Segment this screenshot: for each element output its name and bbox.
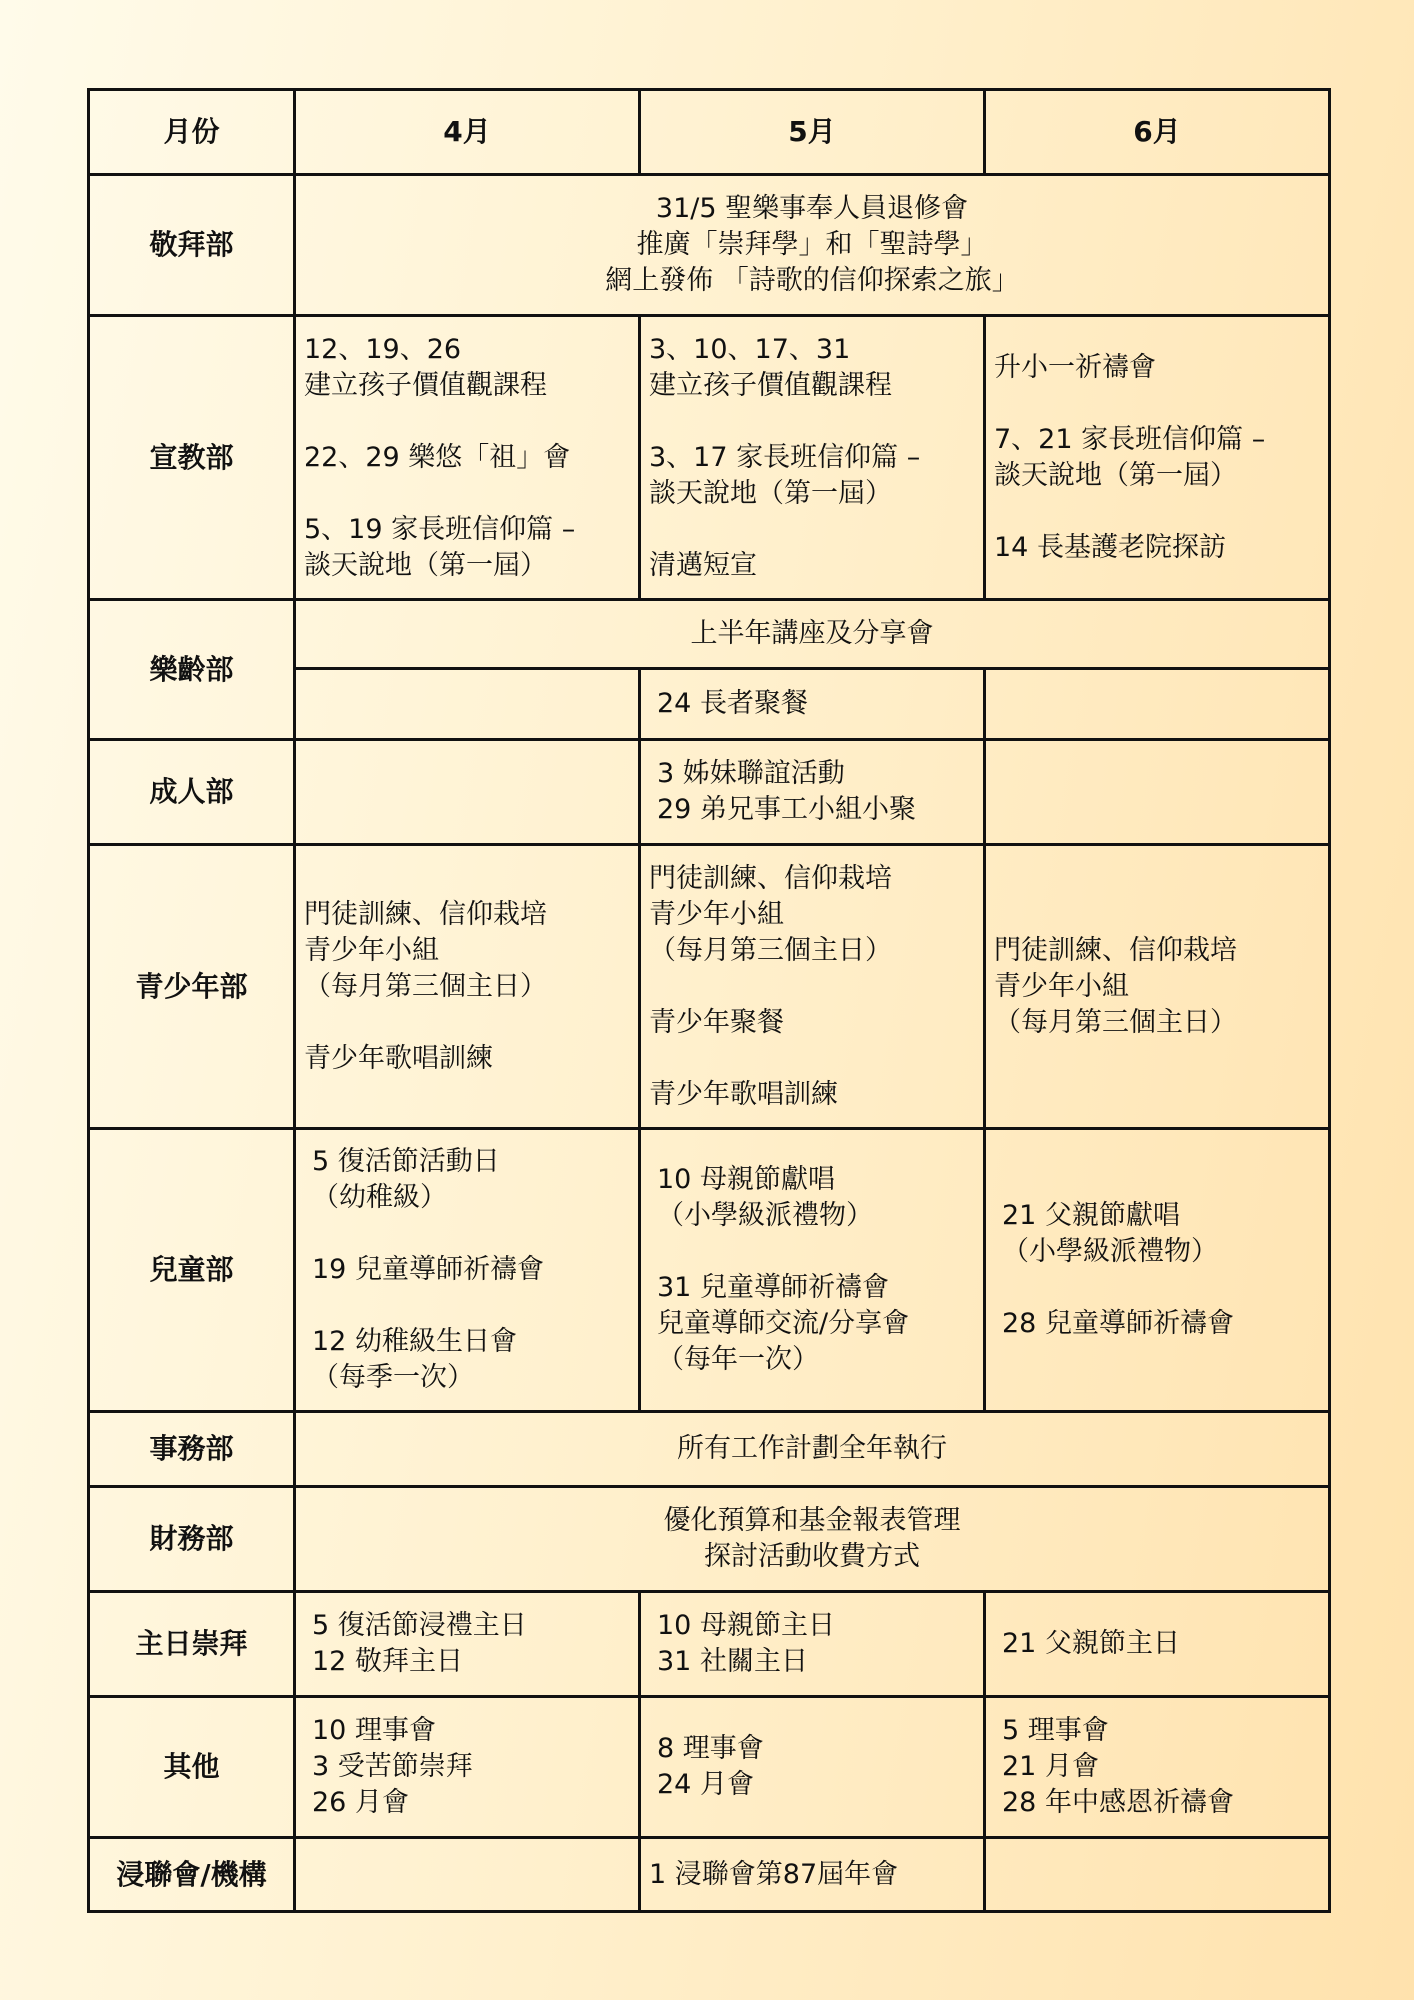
cell-line: （小學級派禮物） [1002, 1236, 1218, 1267]
cell-line [994, 386, 1320, 422]
union-may-text: 1 浸聯會第87屆年會 [649, 1858, 899, 1890]
row-worship [89, 175, 1330, 316]
dept-youth: 青少年部 [89, 845, 295, 1129]
dept-education: 宣教部 [89, 316, 295, 600]
cell-line: 31 兒童導師祈禱會 [657, 1272, 889, 1303]
row-adult [89, 740, 1330, 845]
cell-line: 優化預算和基金報表管理 [663, 1505, 961, 1536]
senior-may-text: 24 長者聚餐 [657, 688, 808, 719]
cell-line: 5 復活節浸禮主日 [312, 1610, 527, 1641]
cell-line: 推廣「崇拜學」和「聖詩學」 [636, 229, 988, 260]
senior-june [985, 669, 1330, 740]
cell-line: 青少年小組 [994, 970, 1129, 1002]
cell-line [649, 512, 975, 548]
cell-line: 談天說地（第一屆） [994, 459, 1237, 491]
cell-line: 青少年小組 [649, 898, 784, 930]
cell-line: 5 理事會 [1002, 1715, 1109, 1746]
cell-line: 建立孩子價值觀課程 [649, 369, 892, 401]
dept-adult: 成人部 [89, 740, 295, 845]
youth-april [295, 845, 640, 1129]
cell-line [994, 1270, 1320, 1306]
others-april [295, 1697, 640, 1838]
senior-may [640, 669, 985, 740]
cell-line: （每年一次） [657, 1344, 819, 1375]
sunday-may [640, 1592, 985, 1697]
cell-line: 5、19 家長班信仰篇 – [304, 513, 576, 545]
cell-line: 28 年中感恩祈禱會 [1002, 1787, 1234, 1818]
cell-line [649, 1234, 975, 1270]
cell-line: 24 月會 [657, 1769, 754, 1800]
others-june [985, 1697, 1330, 1838]
others-may [640, 1697, 985, 1838]
schedule-table [87, 88, 1331, 1913]
cell-line: 7、21 家長班信仰篇 – [994, 423, 1266, 455]
cell-line: 談天說地（第一屆） [649, 477, 892, 509]
cell-line: （每月第三個主日） [304, 970, 547, 1002]
header-may: 5月 [640, 90, 985, 175]
cell-line: （幼稚級） [312, 1182, 447, 1213]
cell-line: 3 受苦節崇拜 [312, 1751, 473, 1782]
dept-senior: 樂齡部 [89, 600, 295, 740]
header-april: 4月 [295, 90, 640, 175]
adult-may [640, 740, 985, 845]
cell-line [304, 404, 630, 440]
cell-line [649, 404, 975, 440]
cell-line: （每月第三個主日） [994, 1006, 1237, 1038]
union-april [295, 1838, 640, 1912]
cell-line: 門徒訓練、信仰栽培 [994, 934, 1237, 966]
worship-all-months [295, 175, 1330, 316]
cell-line [304, 1005, 630, 1041]
affairs-all-months: 所有工作計劃全年執行 [295, 1412, 1330, 1487]
cell-line: 10 母親節主日 [657, 1610, 835, 1641]
row-union [89, 1838, 1330, 1912]
cell-line: 21 父親節主日 [1002, 1628, 1180, 1659]
row-affairs [89, 1412, 1330, 1487]
cell-line: 31/5 聖樂事奉人員退修會 [655, 193, 969, 224]
cell-line: 10 母親節獻唱 [657, 1164, 835, 1195]
youth-june [985, 845, 1330, 1129]
row-sunday-worship [89, 1592, 1330, 1697]
cell-line: 3 姊妹聯誼活動 [657, 758, 845, 789]
cell-line: 28 兒童導師祈禱會 [1002, 1308, 1234, 1339]
cell-line: 探討活動收費方式 [704, 1541, 920, 1572]
cell-line [304, 1288, 630, 1324]
row-senior-a [89, 600, 1330, 669]
cell-line: 青少年歌唱訓練 [304, 1042, 493, 1074]
cell-line: 14 長基護老院探訪 [994, 531, 1226, 563]
cell-line: 網上發佈 「詩歌的信仰探索之旅」 [605, 265, 1019, 296]
dept-worship: 敬拜部 [89, 175, 295, 316]
cell-line: 5 復活節活動日 [312, 1146, 500, 1177]
cell-line [304, 1216, 630, 1252]
education-may [640, 316, 985, 600]
adult-june [985, 740, 1330, 845]
row-education [89, 316, 1330, 600]
cell-line: 升小一祈禱會 [994, 351, 1156, 383]
sunday-april [295, 1592, 640, 1697]
cell-line: 3、10、17、31 [649, 333, 851, 365]
cell-line: 青少年小組 [304, 934, 439, 966]
children-april [295, 1129, 640, 1412]
row-youth [89, 845, 1330, 1129]
row-others [89, 1697, 1330, 1838]
youth-may [640, 845, 985, 1129]
cell-line: 31 社關主日 [657, 1646, 808, 1677]
header-june: 6月 [985, 90, 1330, 175]
cell-line: 12 敬拜主日 [312, 1646, 463, 1677]
cell-line: （每月第三個主日） [649, 934, 892, 966]
children-june [985, 1129, 1330, 1412]
cell-line: 22、29 樂悠「祖」會 [304, 441, 571, 473]
cell-line: 3、17 家長班信仰篇 – [649, 441, 921, 473]
dept-union: 浸聯會/機構 [89, 1838, 295, 1912]
cell-line: 12 幼稚級生日會 [312, 1326, 517, 1357]
union-may [640, 1838, 985, 1912]
cell-line: 26 月會 [312, 1787, 409, 1818]
header-month: 月份 [89, 90, 295, 175]
cell-line: 門徒訓練、信仰栽培 [304, 898, 547, 930]
senior-all-months: 上半年講座及分享會 [295, 600, 1330, 669]
cell-line [649, 1041, 975, 1077]
cell-line: 12、19、26 [304, 333, 462, 365]
cell-line [304, 476, 630, 512]
dept-finance: 財務部 [89, 1487, 295, 1592]
cell-line: 門徒訓練、信仰栽培 [649, 862, 892, 894]
dept-children: 兒童部 [89, 1129, 295, 1412]
cell-line [649, 969, 975, 1005]
dept-others: 其他 [89, 1697, 295, 1838]
dept-affairs: 事務部 [89, 1412, 295, 1487]
senior-april [295, 669, 640, 740]
cell-line: 談天說地（第一屆） [304, 549, 547, 581]
cell-line: 19 兒童導師祈禱會 [312, 1254, 544, 1285]
cell-line [994, 494, 1320, 530]
sunday-june [985, 1592, 1330, 1697]
row-finance [89, 1487, 1330, 1592]
education-june [985, 316, 1330, 600]
cell-line: 21 父親節獻唱 [1002, 1200, 1180, 1231]
union-june [985, 1838, 1330, 1912]
cell-line: 青少年聚餐 [649, 1006, 784, 1038]
dept-sunday-worship: 主日崇拜 [89, 1592, 295, 1697]
cell-line: （每季一次） [312, 1362, 474, 1393]
finance-all-months [295, 1487, 1330, 1592]
adult-april [295, 740, 640, 845]
cell-line: 青少年歌唱訓練 [649, 1078, 838, 1110]
header-row [89, 90, 1330, 175]
cell-line: （小學級派禮物） [657, 1200, 873, 1231]
cell-line: 兒童導師交流/分享會 [657, 1308, 910, 1339]
cell-line: 10 理事會 [312, 1715, 436, 1746]
row-children [89, 1129, 1330, 1412]
cell-line: 29 弟兄事工小組小聚 [657, 794, 916, 825]
education-april [295, 316, 640, 600]
cell-line: 21 月會 [1002, 1751, 1099, 1782]
children-may [640, 1129, 985, 1412]
cell-line: 清邁短宣 [649, 549, 757, 581]
cell-line: 8 理事會 [657, 1733, 764, 1764]
cell-line: 建立孩子價值觀課程 [304, 369, 547, 401]
